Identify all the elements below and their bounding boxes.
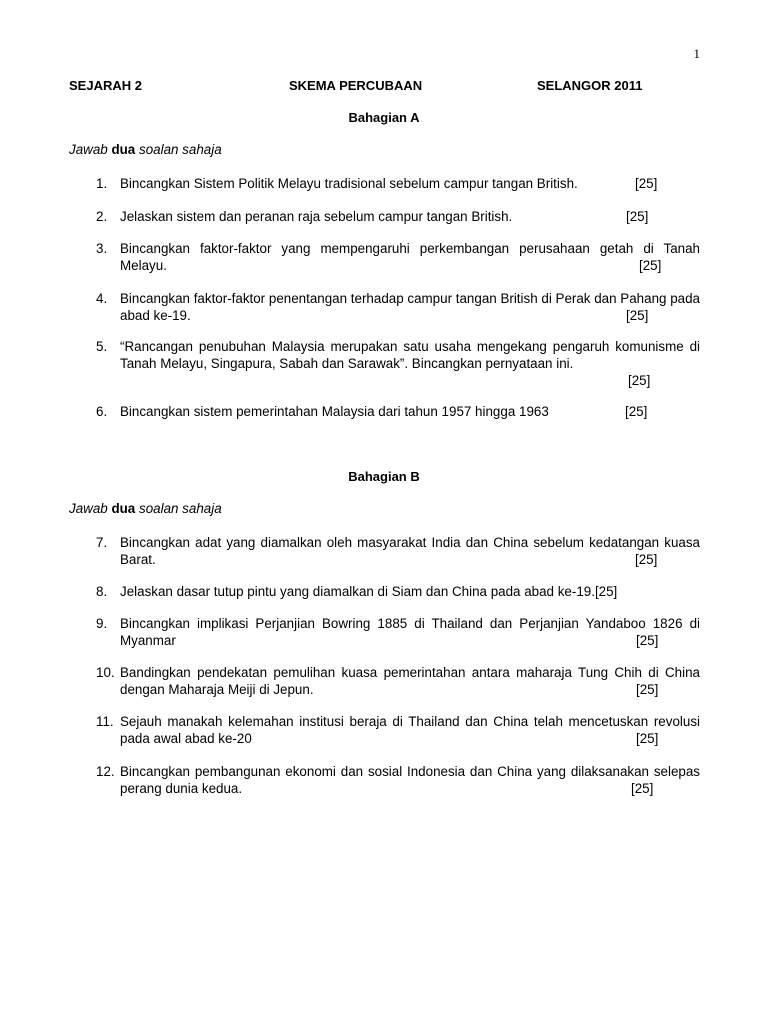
question-marks: [25] xyxy=(635,176,658,191)
page-number: 1 xyxy=(693,46,700,61)
question-marks: [25] xyxy=(635,552,658,567)
question-12 xyxy=(96,763,700,797)
question-7 xyxy=(96,534,700,568)
question-text: Bincangkan faktor-faktor yang mempengaruhi perkembangan perusahaan getah di Tanah Melayu. xyxy=(120,241,700,273)
question-marks: [25] xyxy=(594,584,618,599)
question-text: Bincangkan Sistem Politik Melayu tradisional sebelum campur tangan British. xyxy=(120,176,578,191)
question-marks: [25] xyxy=(636,682,659,697)
question-number: 11. xyxy=(96,714,114,729)
header-subject: SEJARAH 2 xyxy=(69,78,142,93)
question-10 xyxy=(96,664,700,698)
instruction-bold: dua xyxy=(111,142,136,157)
question-text: Bincangkan implikasi Perjanjian Bowring 1885 di Thailand dan Perjanjian Yandaboo 1826 di Myanmar xyxy=(120,616,700,648)
question-text-body: Jelaskan dasar tutup pintu yang diamalkan di Siam dan China pada abad ke-19. xyxy=(120,584,595,599)
question-5 xyxy=(96,338,700,388)
question-text: Jelaskan sistem dan peranan raja sebelum campur tangan British. xyxy=(120,209,513,224)
question-3 xyxy=(96,240,700,274)
header-state: SELANGOR 2011 xyxy=(537,78,643,93)
question-marks: [25] xyxy=(631,781,654,796)
question-11 xyxy=(96,713,700,747)
question-number: 7. xyxy=(96,535,108,550)
question-text: Bincangkan faktor-faktor penentangan terhadap campur tangan British di Perak dan Pahang pada abad ke-19. xyxy=(120,291,700,323)
question-number: 3. xyxy=(96,241,108,256)
section-b-title: Bahagian B xyxy=(348,469,420,484)
question-marks: [25] xyxy=(628,373,651,388)
question-text xyxy=(120,583,700,600)
question-number: 8. xyxy=(96,584,108,599)
question-8 xyxy=(96,583,700,600)
question-number: 5. xyxy=(96,339,108,354)
header-type: SKEMA PERCUBAAN xyxy=(289,78,423,93)
instruction-pre: Jawab xyxy=(69,501,108,516)
question-number: 12. xyxy=(96,764,115,779)
question-9 xyxy=(96,615,700,649)
section-b-instruction xyxy=(69,501,222,516)
question-4 xyxy=(96,290,700,324)
instruction-post: soalan sahaja xyxy=(139,501,222,516)
question-marks: [25] xyxy=(626,209,649,224)
question-number: 9. xyxy=(96,616,108,631)
instruction-post: soalan sahaja xyxy=(139,142,222,157)
question-text: Bandingkan pendekatan pemulihan kuasa pemerintahan antara maharaja Tung Chih di China dengan Maharaja Meiji di Jepun. xyxy=(120,665,700,697)
question-number: 10. xyxy=(96,665,115,680)
question-marks: [25] xyxy=(636,731,659,746)
question-1 xyxy=(96,175,700,192)
question-number: 6. xyxy=(96,404,108,419)
question-text: Sejauh manakah kelemahan institusi beraja di Thailand dan China telah mencetuskan revolusi pada awal abad ke-20 xyxy=(120,714,700,746)
question-text: Bincangkan pembangunan ekonomi dan sosial Indonesia dan China yang dilaksanakan selepas perang dunia kedua. xyxy=(120,764,700,796)
question-marks: [25] xyxy=(626,308,649,323)
section-a-title: Bahagian A xyxy=(348,110,420,125)
question-marks: [25] xyxy=(639,258,662,273)
question-number: 1. xyxy=(96,176,108,191)
question-number: 4. xyxy=(96,291,108,306)
instruction-pre: Jawab xyxy=(69,142,108,157)
question-marks: [25] xyxy=(636,633,659,648)
question-2 xyxy=(96,208,700,225)
question-number: 2. xyxy=(96,209,108,224)
question-text: “Rancangan penubuhan Malaysia merupakan satu usaha mengekang pengaruh komunisme di Tanah Melayu, Singapura, Sabah dan Sarawak”. Bincangkan pernyataan ini. xyxy=(120,339,700,371)
question-text: Bincangkan adat yang diamalkan oleh masyarakat India dan China sebelum kedatangan kuasa Barat. xyxy=(120,535,700,567)
question-marks: [25] xyxy=(625,404,648,419)
instruction-bold: dua xyxy=(111,501,136,516)
section-a-instruction xyxy=(69,142,222,157)
question-text: Bincangkan sistem pemerintahan Malaysia dari tahun 1957 hingga 1963 xyxy=(120,404,549,419)
question-6 xyxy=(96,403,700,420)
